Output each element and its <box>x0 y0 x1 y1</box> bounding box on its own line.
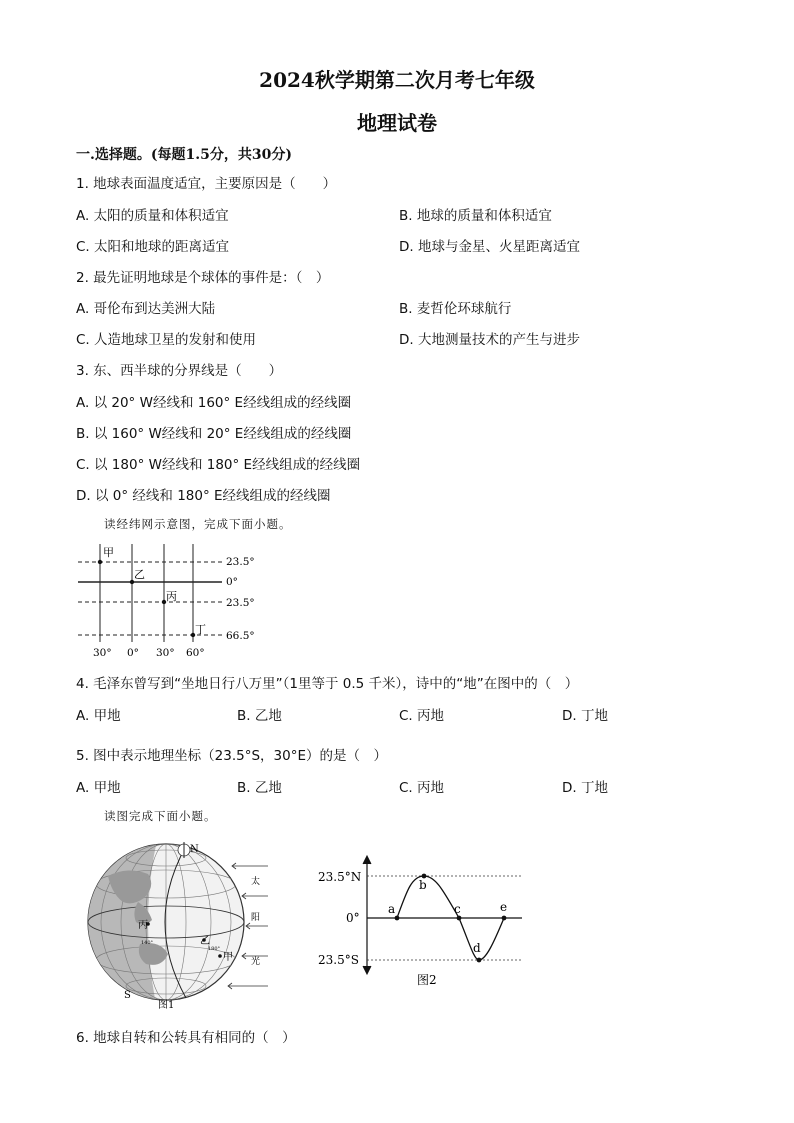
question-5: 5. 图中表示地理坐标（23.5°S，30°E）的是（ ） <box>76 748 388 764</box>
q1-option-d[interactable]: D. 地球与金星、火星距离适宜 <box>399 239 580 255</box>
q1-option-b[interactable]: B. 地球的质量和体积适宜 <box>399 208 552 224</box>
question-6: 6. 地球自转和公转具有相同的（ ） <box>76 1030 296 1046</box>
page-title: 2024秋学期第二次月考七年级 <box>259 68 535 92</box>
q3-option-b[interactable]: B. 以 160° W经线和 20° E经线组成的经线圈 <box>76 426 352 442</box>
question-3: 3. 东、西半球的分界线是（ ） <box>76 363 283 379</box>
q2-option-c[interactable]: C. 人造地球卫星的发射和使用 <box>76 332 257 348</box>
globe-label-yi: 乙 <box>200 936 210 947</box>
point-jia <box>98 560 102 564</box>
q4-option-a[interactable]: A. 甲地 <box>76 708 121 724</box>
globe-label-180: 180° <box>208 946 221 952</box>
q4-option-b[interactable]: B. 乙地 <box>237 708 282 724</box>
globe-label-140: 140° <box>141 940 154 946</box>
figure1-caption: 图1 <box>158 1000 175 1011</box>
question-4: 4. 毛泽东曾写到“坐地日行八万里”（1里等于 0.5 千米），诗中的“地”在图中的（ ） <box>76 676 579 692</box>
globe-label-n: N <box>190 844 199 855</box>
lat-lon-grid-figure <box>70 540 270 665</box>
sunlight-label-1: 太 <box>251 877 261 887</box>
q1-option-c[interactable]: C. 太阳和地球的距离适宜 <box>76 239 230 255</box>
lon-label-1: 30° <box>93 647 112 659</box>
curve-point-d: d <box>473 941 481 955</box>
figure2-caption: 图2 <box>417 973 437 987</box>
sunlight-label-3: 光 <box>251 957 261 967</box>
q5-option-c[interactable]: C. 丙地 <box>399 780 445 796</box>
q3-option-d[interactable]: D. 以 0° 经线和 180° E经线组成的经线圈 <box>76 488 331 504</box>
label-bing: 丙 <box>166 590 177 603</box>
curve-point-a: a <box>388 902 396 916</box>
q3-option-a[interactable]: A. 以 20° W经线和 160° E经线组成的经线圈 <box>76 395 352 411</box>
q1-option-a[interactable]: A. 太阳的质量和体积适宜 <box>76 208 229 224</box>
label-jia: 甲 <box>103 546 114 559</box>
subsolar-curve-figure <box>314 852 529 992</box>
lat-label-3: 23.5° <box>226 597 255 609</box>
instruction-note-1: 读经纬网示意图，完成下面小题。 <box>104 517 292 531</box>
lat-label-2: 0° <box>226 576 238 588</box>
q4-option-c[interactable]: C. 丙地 <box>399 708 445 724</box>
y-label-north: 23.5°N <box>318 870 362 884</box>
q2-option-a[interactable]: A. 哥伦布到达美洲大陆 <box>76 301 216 317</box>
curve-point-c: c <box>454 902 461 916</box>
q2-option-d[interactable]: D. 大地测量技术的产生与进步 <box>399 332 580 348</box>
q5-option-d[interactable]: D. 丁地 <box>562 780 608 796</box>
lon-label-4: 60° <box>186 647 205 659</box>
q2-option-b[interactable]: B. 麦哲伦环球航行 <box>399 301 512 317</box>
globe-label-s: S <box>124 990 131 1001</box>
y-label-equator: 0° <box>346 911 360 925</box>
globe-label-bing: 丙 <box>138 920 148 931</box>
q5-option-b[interactable]: B. 乙地 <box>237 780 282 796</box>
q4-option-d[interactable]: D. 丁地 <box>562 708 608 724</box>
lon-label-2: 0° <box>127 647 139 659</box>
curve-point-e: e <box>500 900 508 914</box>
question-1: 1. 地球表面温度适宜，主要原因是（ ） <box>76 176 337 192</box>
question-2: 2. 最先证明地球是个球体的事件是：（ ） <box>76 270 330 286</box>
label-yi: 乙 <box>134 568 145 581</box>
section-heading: 一.选择题。(每题1.5分，共30分) <box>76 147 292 163</box>
page-subtitle: 地理试卷 <box>357 111 437 135</box>
curve-point-b: b <box>419 878 427 892</box>
globe-figure <box>78 836 278 1014</box>
q5-option-a[interactable]: A. 甲地 <box>76 780 121 796</box>
label-ding: 丁 <box>195 623 206 636</box>
q3-option-c[interactable]: C. 以 180° W经线和 180° E经线组成的经线圈 <box>76 457 361 473</box>
lat-label-1: 23.5° <box>226 556 255 568</box>
instruction-note-2: 读图完成下面小题。 <box>104 809 217 823</box>
sunlight-label-2: 阳 <box>251 913 261 923</box>
lat-label-4: 66.5° <box>226 630 255 642</box>
y-label-south: 23.5°S <box>318 953 359 967</box>
lon-label-3: 30° <box>156 647 175 659</box>
globe-label-jia: 甲 <box>223 952 233 963</box>
